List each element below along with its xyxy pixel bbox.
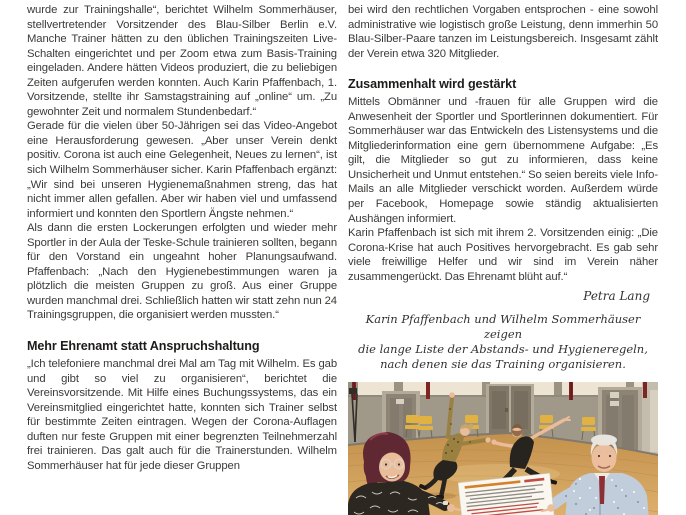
caption-line: nach denen sie das Training organisieren. [380,356,626,371]
article-paragraph: Mittels Obmänner und -frauen für alle Gruppen wird die Anwesenheit der Sportler und Sportlerinnen dokumentiert. Für Sommerhäuser war das Entwickeln des Listensystems und die Mitgliederinformation eine gern übernommene Aufgabe: „Es gilt, die Mitglieder so gut zu informieren, dass keine Unsicherheit und Unmut entstehen.“ So seien bereits viele Info-Mails an alle Mitglieder verschickt worden. Außerdem würde per Facebook, Homepage sowie ständig aktualisierten Aushängen informiert. [348,96,658,225]
subheading-ehrenamt: Mehr Ehrenamt statt Anspruchshaltung [27,339,260,354]
article-paragraph: Als dann die ersten Lockerungen erfolgten und wieder mehr Sportler in der Aula der Teske-Schule trainieren sollten, begann für den Vorstand ein ungeahnt hoher Planungsaufwand. Pfaffenbach: „Nach den Hygienebestimmungen waren ja plötzlich die meisten Gruppen zu groß. Aus einer Gruppe wurden manchmal drei. Schließlich hatten wir statt zehn nun 24 Trainingsgruppen, die organisiert werden mussten.“ [27,222,337,322]
article-paragraph: wurde zur Trainingshalle“, berichtet Wilhelm Sommerhäuser, stellvertretender Vorsitzender des Blau-Silber Berlin e.V. Manche Trainer hätten zu den üblichen Trainingszeiten Live-Schalten eingerichtet und per Zoom etwa zum Basis-Training eingeladen. Andere hätten Videos produziert, die zu beliebigen Zeiten aufgerufen werden konnten. Auch Karin Pfaffenbach, 1. Vorsitzende, stellte ihr Samstagstraining auf „online“ um. „Zu gewohnter Zeit und normalem Stundenbedarf.“ [27,4,337,118]
article-paragraph: Karin Pfaffenbach ist sich mit ihrem 2. Vorsitzenden einig: „Die Corona-Krise hat auch Positives hervorgebracht. Es gab sehr viele freiwillige Helfer und wir sind im Verein näher zusammengerückt. Das Ehrenamt blüht auf.“ [348,227,658,283]
right-column [348,3,658,515]
photo-dance-hall [348,382,658,515]
author-byline: Petra Lang [583,289,650,304]
article-paragraph: bei wird den rechtlichen Vorgaben entsprochen - eine sowohl administrative wie logistisch große Leistung, denn immerhin 50 Blau-Silber-Paare tanzen im Leistungsbereich. Insgesamt zählt der Verein etwa 320 Mitglieder. [348,4,658,60]
caption-line: die lange Liste der Abstands- und Hygieneregeln, [358,341,648,356]
left-column [27,3,337,515]
photo-caption [348,312,658,371]
caption-line: Karin Pfaffenbach und Wilhelm Sommerhäuser zeigen [365,312,641,342]
photo-tint [348,382,658,515]
subheading-zusammenhalt: Zusammenhalt wird gestärkt [348,77,517,92]
article-paragraph: Gerade für die vielen über 50-Jährigen sei das Video-Angebot eine Herausforderung gewesen. „Aber unser Verein denkt positiv. Corona ist auch eine Gelegenheit, Neues zu lernen“, ist sich Wilhelm Sommerhäuser sicher. Karin Pfaffenbach ergänzt: „Wir sind bei unseren Hygienemaßnahmen streng, das hat nicht immer allen gefallen. Aber wir haben viel und umfassend informiert und konnten den Sportlern Ängste nehmen.“ [27,120,337,220]
article-paragraph: „Ich telefoniere manchmal drei Mal am Tag mit Wilhelm. Es gab und gibt so viel zu organisieren“, berichtet die Vereinsvorsitzende. Mit Hilfe eines Buchungssystems, das ein Vereinsmitglied eingerichtet hatte, konnten sich Trainer selbst für bestimmte Zeiten eintragen. Wegen der Corona-Auflagen duften nur feste Gruppen mit einer begrenzten Teilnehmerzahl frei trainieren. Das galt auch für die Trainerstunden. Wilhelm Sommerhäuser hat für jede dieser Gruppen [27,358,337,472]
